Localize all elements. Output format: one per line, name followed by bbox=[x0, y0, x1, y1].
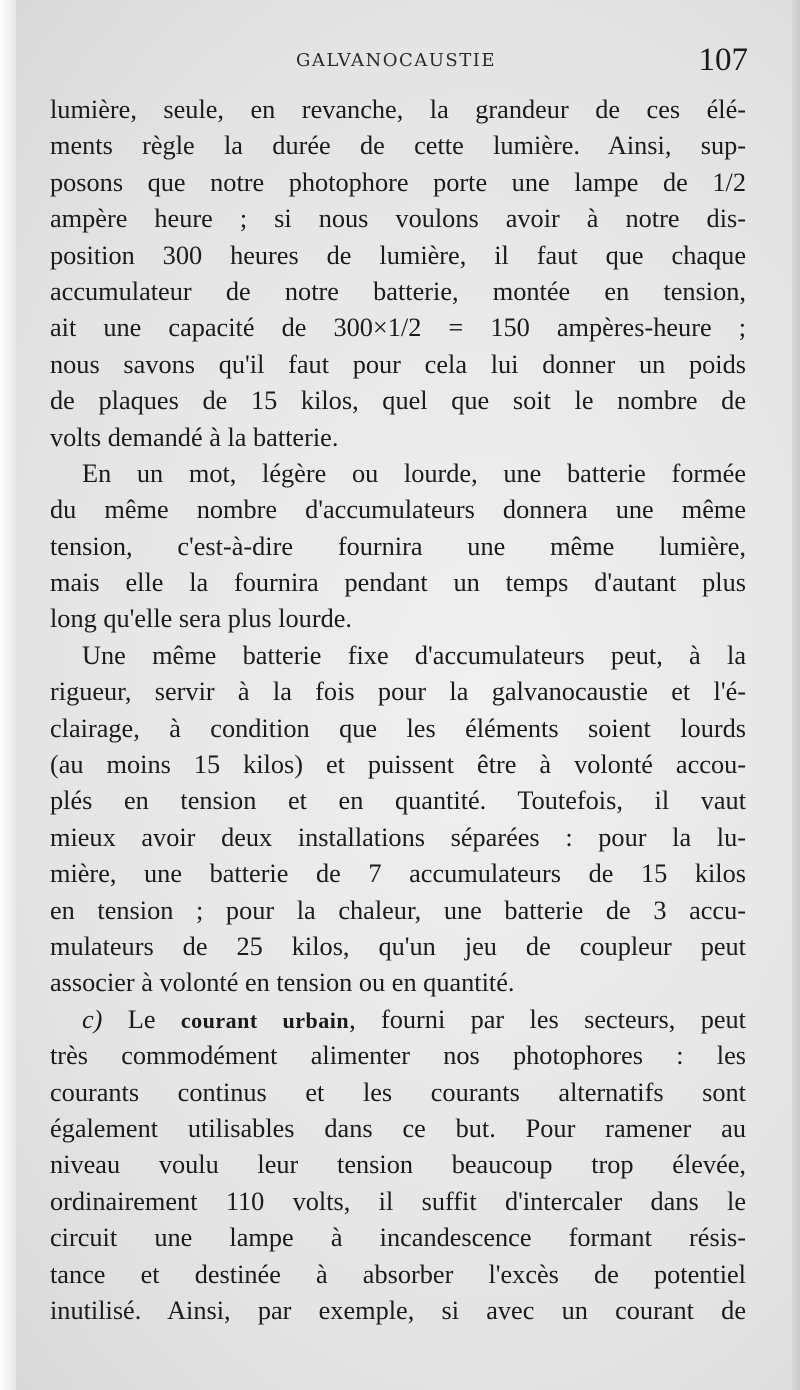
text-line: clairage, à condition que les éléments soient lourds bbox=[50, 713, 746, 743]
text-line: circuit une lampe à incandescence formant résis- bbox=[50, 1223, 746, 1253]
text-line: volts demandé à la batterie. bbox=[50, 422, 339, 452]
text-line: du même nombre d'accumulateurs donnera une même bbox=[50, 495, 746, 525]
paragraph-text: , fourni par les secteurs, peut bbox=[349, 1004, 746, 1034]
text-line: tance et destinée à absorber l'excès de potentiel bbox=[50, 1259, 746, 1289]
text-line: très commodément alimenter nos photophores : les bbox=[50, 1041, 746, 1071]
paragraph-label: c) bbox=[82, 1004, 103, 1034]
text-line: ait une capacité de 300×1/2 = 150 ampères-heure ; bbox=[50, 313, 746, 343]
running-title: GALVANOCAUSTIE bbox=[296, 50, 497, 71]
text-line: mieux avoir deux installations séparées : pour la lu- bbox=[50, 822, 746, 852]
text-line: posons que notre photophore porte une lampe de 1/2 bbox=[50, 167, 746, 197]
text-line: associer à volonté en tension ou en quantité. bbox=[50, 968, 515, 998]
page-number: 107 bbox=[698, 42, 748, 78]
paragraph-text: Le bbox=[102, 1004, 181, 1034]
page-header bbox=[60, 42, 748, 82]
text-line: lumière, seule, en revanche, la grandeur de ces élé- bbox=[50, 95, 746, 124]
text-line: inutilisé. Ainsi, par exemple, si avec un courant de bbox=[50, 1295, 746, 1325]
bold-term: courant urbain bbox=[180, 1007, 350, 1033]
text-line: En un mot, légère ou lourde, une batterie formée bbox=[82, 458, 746, 488]
text-line: mais elle la fournira pendant un temps d'autant plus bbox=[50, 568, 746, 598]
text-line: mulateurs de 25 kilos, qu'un jeu de coupleur peut bbox=[50, 931, 746, 961]
text-line: (au moins 15 kilos) et puissent être à volonté accou- bbox=[50, 750, 746, 780]
text-line: ments règle la durée de cette lumière. Ainsi, sup- bbox=[50, 131, 746, 161]
page-right-edge-shadow bbox=[792, 0, 800, 1390]
text-line-paragraph-c bbox=[50, 1002, 746, 1038]
text-line: courants continus et les courants alternatifs sont bbox=[50, 1077, 746, 1107]
text-line: de plaques de 15 kilos, quel que soit le nombre de bbox=[50, 386, 746, 416]
page-left-margin-edge bbox=[0, 0, 16, 1390]
text-line: rigueur, servir à la fois pour la galvanocaustie et l'é- bbox=[50, 677, 746, 707]
text-line: ampère heure ; si nous voulons avoir à notre dis- bbox=[50, 204, 746, 234]
text-line: Une même batterie fixe d'accumulateurs peut, à la bbox=[82, 640, 746, 670]
text-line: également utilisables dans ce but. Pour ramener au bbox=[50, 1113, 746, 1143]
text-line: tension, c'est-à-dire fournira une même lumière, bbox=[50, 531, 746, 561]
text-line: long qu'elle sera plus lourde. bbox=[50, 604, 352, 634]
text-line: mière, une batterie de 7 accumulateurs de 15 kilos bbox=[50, 859, 746, 889]
text-line: plés en tension et en quantité. Toutefois, il vaut bbox=[50, 786, 746, 816]
text-line: position 300 heures de lumière, il faut que chaque bbox=[50, 240, 746, 270]
body-text bbox=[50, 92, 746, 1329]
text-line: niveau voulu leur tension beaucoup trop élevée, bbox=[50, 1150, 746, 1180]
text-line: ordinairement 110 volts, il suffit d'intercaler dans le bbox=[50, 1186, 746, 1216]
text-line: en tension ; pour la chaleur, une batterie de 3 accu- bbox=[50, 895, 746, 925]
text-line: accumulateur de notre batterie, montée en tension, bbox=[50, 276, 746, 306]
text-line: nous savons qu'il faut pour cela lui donner un poids bbox=[50, 349, 746, 379]
